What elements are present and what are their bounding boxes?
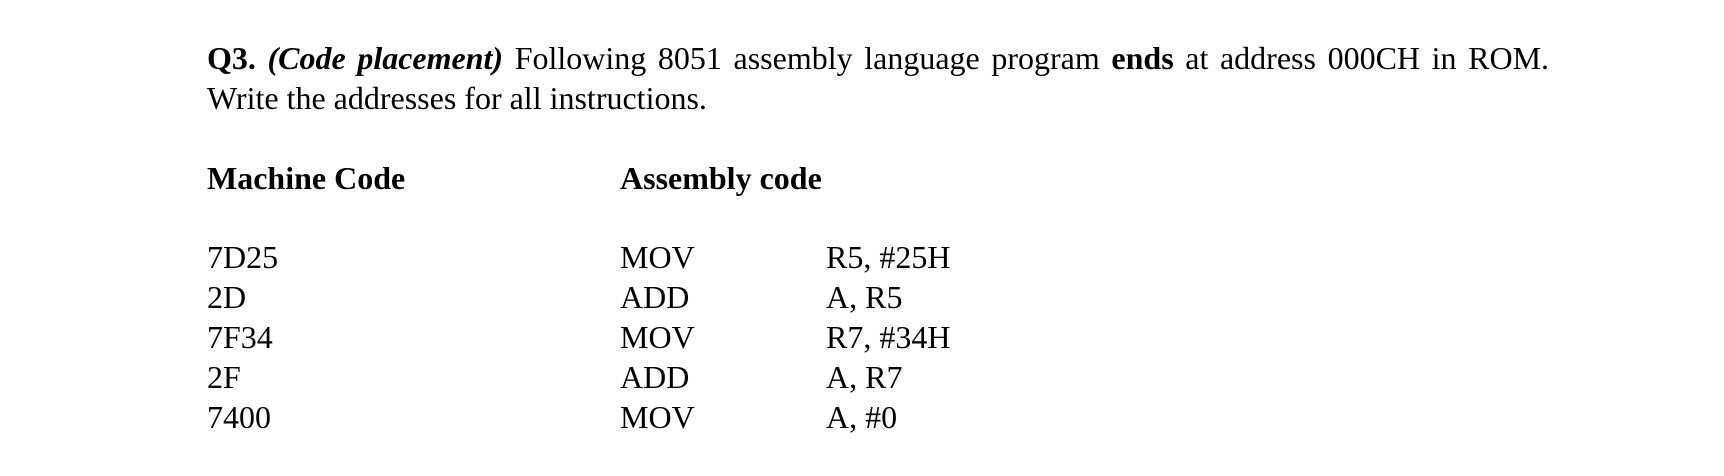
code-row (207, 277, 1107, 317)
operand-cell: R7, #34H (826, 319, 951, 355)
mnemonic-cell: MOV (620, 319, 695, 355)
machine-code-cell: 2F (207, 359, 241, 395)
assembly-code-header: Assembly code (620, 160, 822, 196)
question-text-end: at address 000CH in ROM. Write the addresses for all instructions. (207, 40, 1550, 116)
machine-code-cell: 2D (207, 279, 247, 315)
operand-cell: A, R5 (826, 279, 903, 315)
machine-code-header: Machine Code (207, 160, 406, 196)
question-text-start: Following 8051 assembly language program (514, 40, 1100, 76)
operand-cell: R5, #25H (826, 239, 951, 275)
code-row (207, 357, 1107, 397)
mnemonic-cell: MOV (620, 399, 695, 435)
mnemonic-cell: MOV (620, 239, 695, 275)
code-listing (207, 237, 1107, 437)
machine-code-cell: 7400 (207, 399, 271, 435)
mnemonic-cell: ADD (620, 359, 690, 395)
operand-cell: A, R7 (826, 359, 903, 395)
code-row (207, 397, 1107, 437)
machine-code-cell: 7F34 (207, 319, 273, 355)
operand-cell: A, #0 (826, 399, 898, 435)
mnemonic-cell: ADD (620, 279, 690, 315)
question-bold-word: ends (1111, 40, 1174, 76)
code-row (207, 317, 1107, 357)
question-paragraph (207, 38, 1549, 118)
question-number: Q3. (207, 40, 256, 76)
question-topic: (Code placement) (267, 40, 504, 76)
machine-code-cell: 7D25 (207, 239, 279, 275)
code-row (207, 237, 1107, 277)
